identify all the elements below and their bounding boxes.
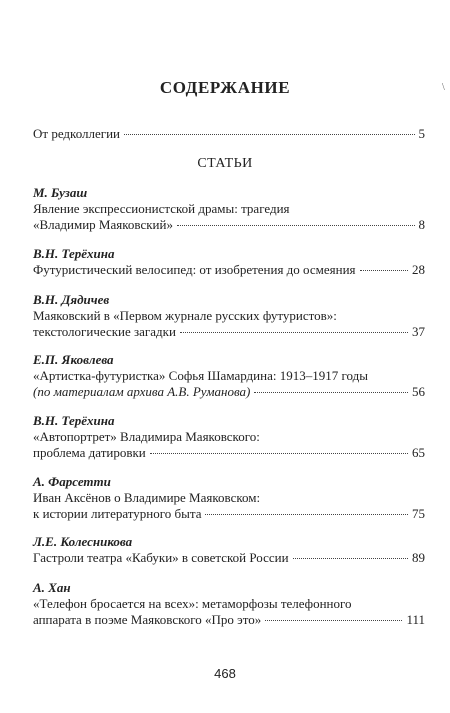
dot-leader	[150, 452, 408, 454]
entry-title-last-line	[33, 323, 425, 340]
page-number: 468	[214, 666, 236, 681]
entry-author: Е.П. Яковлева	[33, 352, 114, 367]
dot-leader	[205, 513, 408, 515]
entry-author: А. Фарсетти	[33, 474, 111, 489]
entry-author: А. Хан	[33, 580, 71, 595]
dot-leader	[124, 133, 414, 135]
dot-leader	[180, 331, 408, 333]
entry-page: 8	[418, 217, 425, 232]
dot-leader	[360, 269, 408, 271]
entry-title-text: Футуристический велосипед: от изобретения до осмеяния	[33, 262, 356, 277]
entry-page: 56	[412, 384, 425, 399]
entry-title-text: аппарата в поэме Маяковского «Про это»	[33, 612, 262, 627]
entry-title-text: Гастроли театра «Кабуки» в советской России	[33, 550, 289, 565]
entry-author: В.Н. Терёхина	[33, 413, 115, 428]
entry-author: В.Н. Терёхина	[33, 246, 115, 261]
entry-title-text: к истории литературного быта	[33, 506, 202, 521]
editorial-text: От редколлегии	[33, 126, 121, 141]
entry-page: 89	[412, 550, 425, 565]
section-title: СТАТЬИ	[197, 156, 253, 171]
entry-title-last-line	[33, 549, 425, 566]
entry-title-line: Иван Аксёнов о Владимире Маяковском:	[33, 490, 261, 505]
entry-title-line: «Автопортрет» Владимира Маяковского:	[33, 429, 260, 444]
entry-subtitle-text: (по материалам архива А.В. Руманова)	[33, 384, 251, 399]
entry-title-last-line	[33, 261, 425, 278]
dot-leader	[254, 391, 408, 393]
entry-page: 65	[412, 445, 425, 460]
dot-leader	[177, 224, 415, 226]
entry-page: 28	[412, 262, 425, 277]
entry-title-text: проблема датировки	[33, 445, 146, 460]
editorial-page: 5	[418, 126, 425, 141]
entry-title-line: Маяковский в «Первом журнале русских футуристов»:	[33, 308, 337, 323]
entry-title-last-line	[33, 444, 425, 461]
entry-title-last-line	[33, 216, 425, 233]
entry-page: 37	[412, 324, 425, 339]
entry-title-line: «Телефон бросается на всех»: метаморфозы телефонного	[33, 596, 352, 611]
dot-leader	[293, 557, 408, 559]
contents-heading: СОДЕРЖАНИЕ	[159, 78, 291, 97]
entry-title-text: текстологические загадки	[33, 324, 176, 339]
page-edge-mark: \	[442, 82, 445, 93]
entry-page: 75	[412, 506, 425, 521]
entry-author: В.Н. Дядичев	[33, 292, 110, 307]
entry-title-last-line	[33, 383, 425, 400]
entry-author: М. Бузаш	[33, 185, 88, 200]
dot-leader	[265, 619, 402, 621]
editorial-line	[33, 125, 425, 142]
entry-author: Л.Е. Колесникова	[33, 534, 133, 549]
entry-page: 111	[406, 612, 425, 627]
entry-title-last-line	[33, 505, 425, 522]
entry-title-text: «Владимир Маяковский»	[33, 217, 173, 232]
entry-title-line: «Артистка-футуристка» Софья Шамардина: 1913–1917 годы	[33, 368, 368, 383]
entry-title-last-line	[33, 611, 425, 628]
entry-title-line: Явление экспрессионистской драмы: трагедия	[33, 201, 290, 216]
